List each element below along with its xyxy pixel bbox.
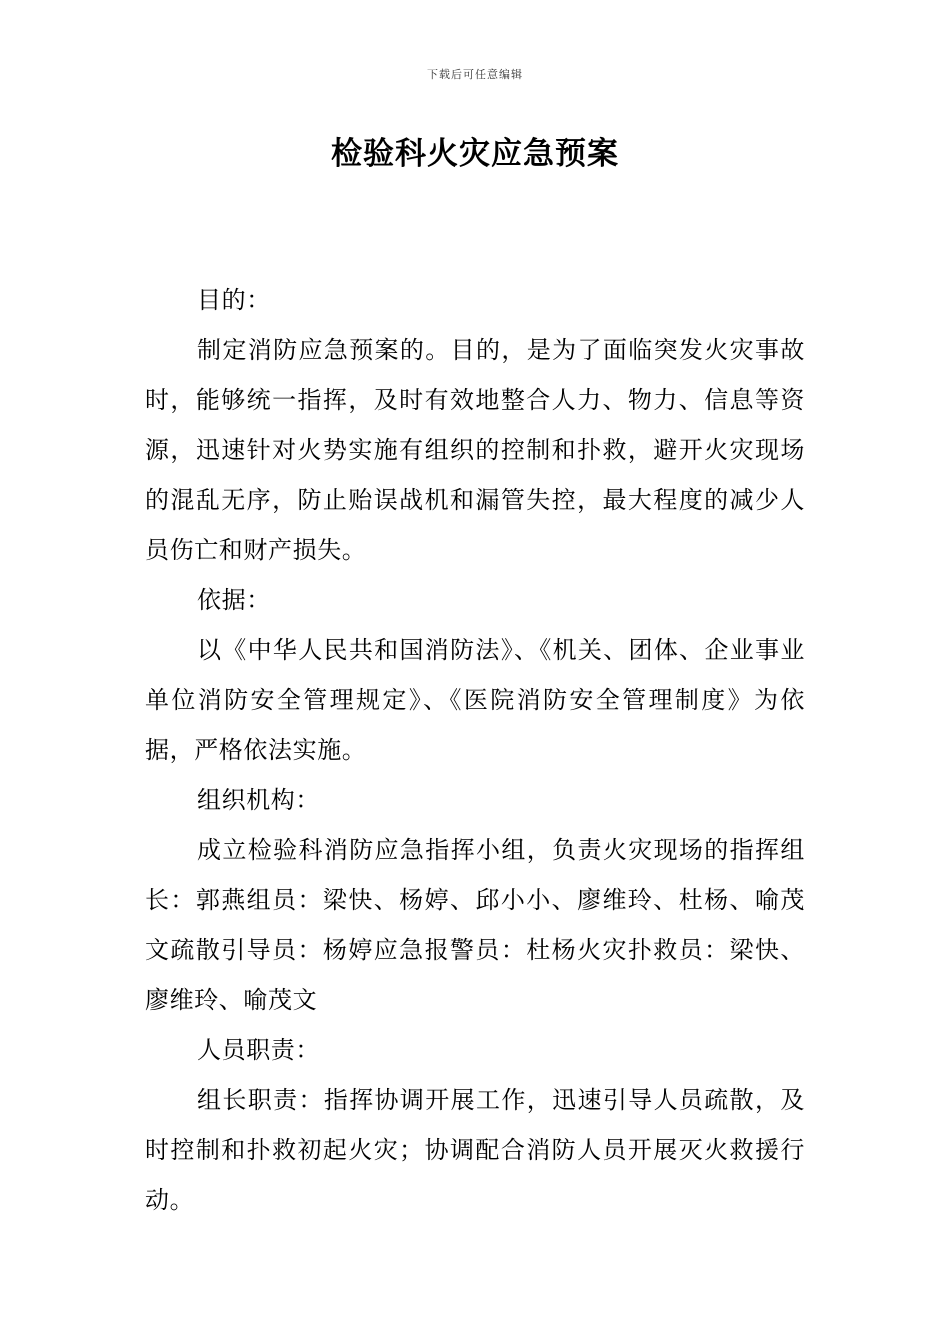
section-heading-purpose: 目的：: [197, 286, 271, 314]
section-heading-basis: 依据：: [197, 586, 271, 614]
paragraph-leader-duties: 组长职责：指挥协调开展工作，迅速引导人员疏散，及时控制和扑救初起火灾；协调配合消防人员开展灭火救援行动。: [145, 1086, 805, 1214]
header-note: 下载后可任意编辑: [427, 68, 523, 81]
document-body: [145, 275, 805, 1225]
section-heading-organization: 组织机构：: [197, 786, 320, 814]
section-heading-duties: 人员职责：: [197, 1036, 320, 1064]
paragraph-organization: 成立检验科消防应急指挥小组，负责火灾现场的指挥组长：郭燕组员：梁快、杨婷、邱小小、廖维玲、杜杨、喻茂文疏散引导员：杨婷应急报警员：杜杨火灾扑救员：梁快、廖维玲、喻茂文: [145, 836, 805, 1014]
paragraph-purpose: 制定消防应急预案的。目的，是为了面临突发火灾事故时，能够统一指挥，及时有效地整合人力、物力、信息等资源，迅速针对火势实施有组织的控制和扑救，避开火灾现场的混乱无序，防止贻误战机和漏管失控，最大程度的减少人员伤亡和财产损失。: [145, 336, 805, 564]
document-title: 检验科火灾应急预案: [331, 136, 619, 172]
paragraph-basis: 以《中华人民共和国消防法》、《机关、团体、企业事业单位消防安全管理规定》、《医院消防安全管理制度》为依据，严格依法实施。: [145, 636, 805, 764]
